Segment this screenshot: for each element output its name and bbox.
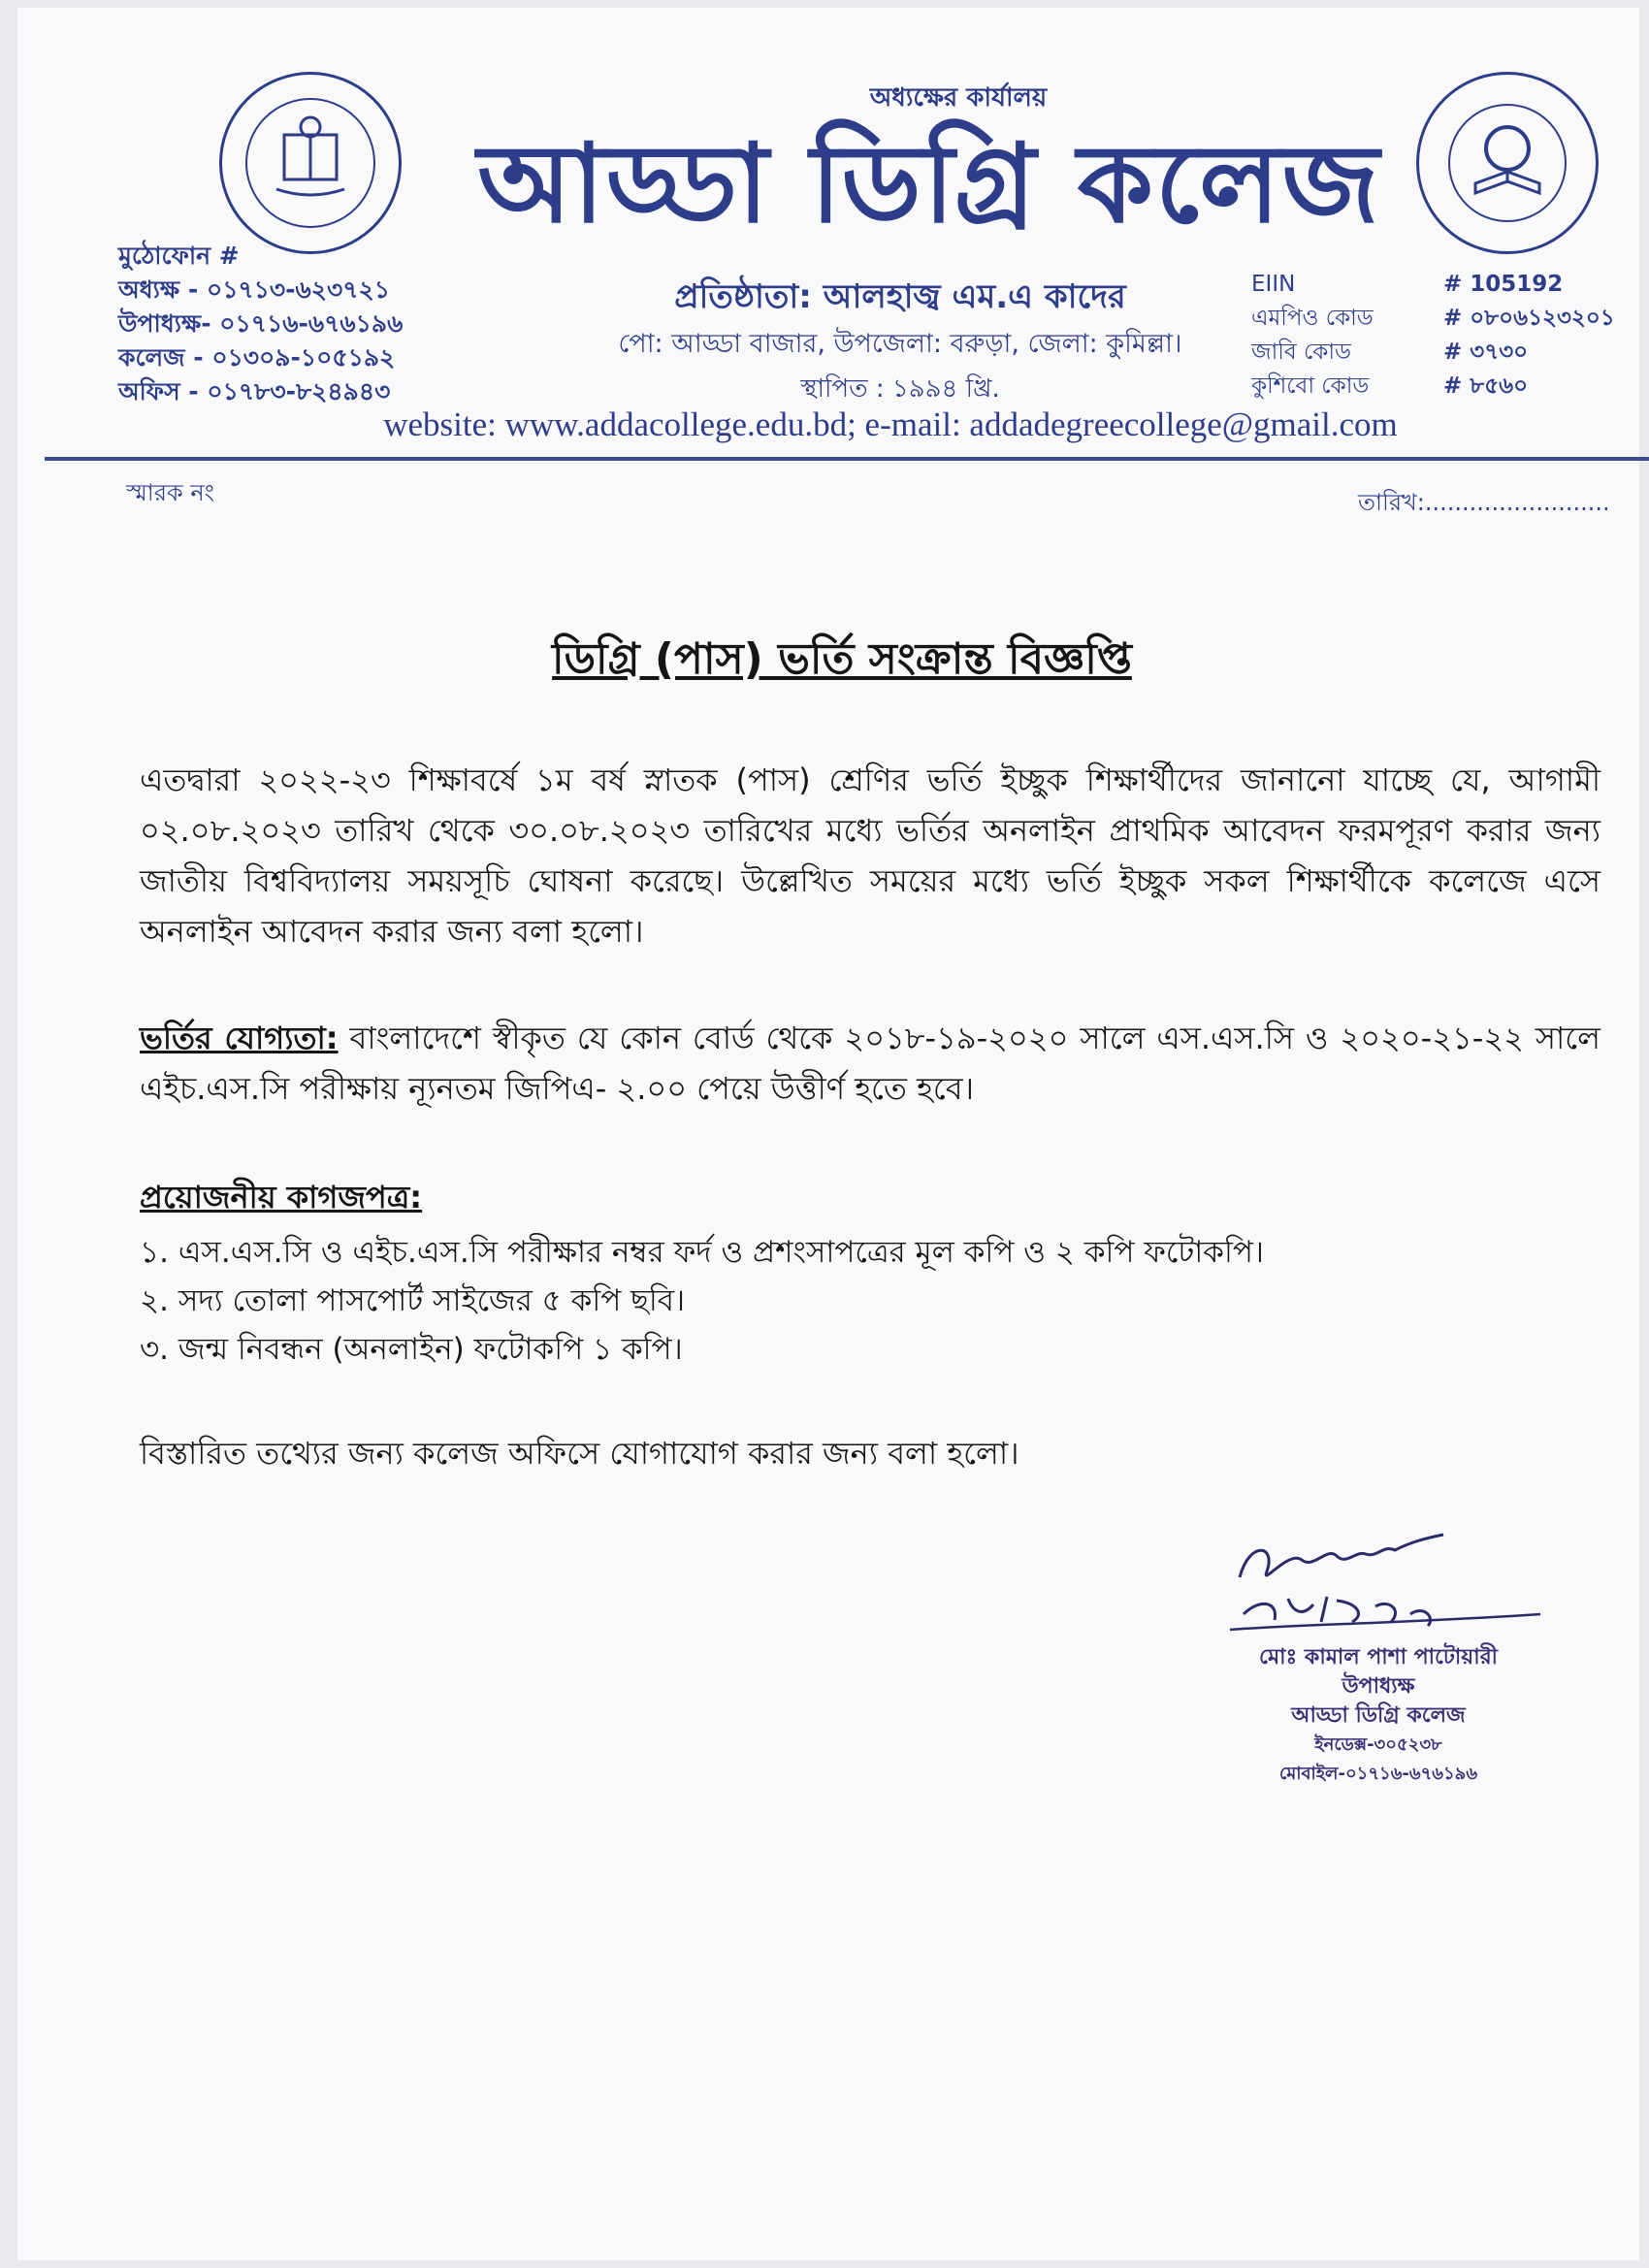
list-item: ১. এস.এস.সি ও এইচ.এস.সি পরীক্ষার নম্বর ফর্দ ও প্রশংসাপত্রের মূল কপি ও ২ কপি ফটোকপি। [140,1235,1264,1270]
established-line: স্থাপিত : ১৯৯৪ খ্রি. [800,374,1000,404]
office-title: অধ্যক্ষের কার্যালয় [869,83,1048,113]
code-value: # ৩৭৩০ [1443,340,1529,365]
code-row [1251,268,1615,302]
college-name: আড্ডা ডিগ্রি কলেজ [477,120,1381,247]
notice-heading: ডিগ্রি (পাস) ভর্তি সংক্রান্ত বিজ্ঞপ্তি [552,634,1132,684]
code-label: জাবি কোড [1251,340,1351,365]
date-label: তারিখ:......................... [1358,489,1610,516]
signatory-designation: উপাধ্যক্ষ [1342,1674,1415,1699]
code-row [1251,302,1615,336]
documents-label: প্রয়োজনীয় কাগজপত্র: [140,1179,423,1215]
handwritten-signature [1220,1521,1550,1647]
signatory-mobile: মোবাইল-০১৭১৬-৬৭৬১৯৬ [1278,1764,1478,1784]
list-item: ২. সদ্য তোলা পাসপোর্ট সাইজের ৫ কপি ছবি। [140,1283,686,1318]
header-divider [45,457,1649,461]
eligibility-text: বাংলাদেশে স্বীকৃত যে কোন বোর্ড থেকে ২০১৮-১৯-২০২০ সালে এস.এস.সি ও ২০২০-২১-২২ সালে এইচ.এস.সি পরীক্ষায় ন্যূনতম জিপিএ- ২.০০ পেয়ে উত্তীর্ণ হতে হবে। [140,1020,1600,1107]
memo-number-label: স্মারক নং [126,479,214,506]
list-item: ৩. জন্ম নিবন্ধন (অনলাইন) ফটোকপি ১ কপি। [140,1332,683,1367]
book-emblem-icon [222,75,399,251]
left-college-seal [219,72,402,254]
phone-item: অধ্যক্ষ - ০১৭১৩-৬২৩৭২১ [118,275,391,304]
open-book-tree-icon [1419,75,1596,251]
phone-list [118,239,403,408]
signatory-index: ইনডেক্স-৩০৫২৩৮ [1314,1734,1442,1755]
phone-item: কলেজ - ০১৩০৯-১০৫১৯২ [118,343,396,372]
phone-item: অফিস - ০১৭৮৩-৮২৪৯৪৩ [118,377,391,405]
code-label: EIIN [1251,272,1296,297]
signatory-name: মোঃ কামাল পাশা পাটোয়ারী [1259,1645,1498,1669]
institution-codes [1251,268,1615,404]
code-value: # 105192 [1443,272,1564,297]
website-email-line: website: www.addacollege.edu.bd; e-mail: addadegreecollege@gmail.com [383,405,1398,443]
documents-list [140,1228,1264,1374]
phone-list-title: মুঠোফোন # [118,242,240,270]
code-label: এমপিও কোড [1251,306,1374,331]
address-line: পো: আড্ডা বাজার, উপজেলা: বরুড়া, জেলা: কুমিল্লা। [618,329,1182,359]
code-row [1251,370,1615,404]
code-value: # ৮৫৬০ [1443,373,1529,399]
documents-label-row [140,1172,722,1222]
signatory-stamp [1218,1643,1538,1789]
closing-line: বিস্তারিত তথ্যের জন্য কলেজ অফিসে যোগাযোগ করার জন্য বলা হলো। [140,1435,1019,1472]
notice-paragraph: এতদ্বারা ২০২২-২৩ শিক্ষাবর্ষে ১ম বর্ষ স্নাতক (পাস) শ্রেণির ভর্তি ইচ্ছুক শিক্ষার্থীদের জানানো যাচ্ছে যে, আগামী ০২.০৮.২০২৩ তারিখ থেকে ৩০.০৮.২০২৩ তারিখের মধ্যে ভর্তির অনলাইন প্রাথমিক আবেদন ফরমপূরণ করার জন্য জাতীয় বিশ্ববিদ্যালয় সময়সূচি ঘোষনা করেছে। উল্লেখিত সময়ের মধ্যে ভর্তি ইচ্ছুক সকল শিক্ষার্থীকে কলেজে এসে অনলাইন আবেদন করার জন্য বলা হলো। [140,761,1600,950]
document-page [17,8,1639,2260]
eligibility-label: ভর্তির যোগ্যতা: [140,1020,339,1056]
founder-line: প্রতিষ্ঠাতা: আলহাজ্ব এম.এ কাদের [674,277,1126,316]
right-motto-seal [1416,72,1599,254]
phone-item: উপাধ্যক্ষ- ০১৭১৬-৬৭৬১৯৬ [118,309,404,338]
code-row [1251,336,1615,370]
signatory-college: আড্ডা ডিগ্রি কলেজ [1291,1703,1466,1728]
eligibility-paragraph [140,1013,1600,1114]
code-label: কুশিবো কোড [1251,373,1370,399]
code-value: # ০৮০৬১২৩২০১ [1443,306,1615,331]
